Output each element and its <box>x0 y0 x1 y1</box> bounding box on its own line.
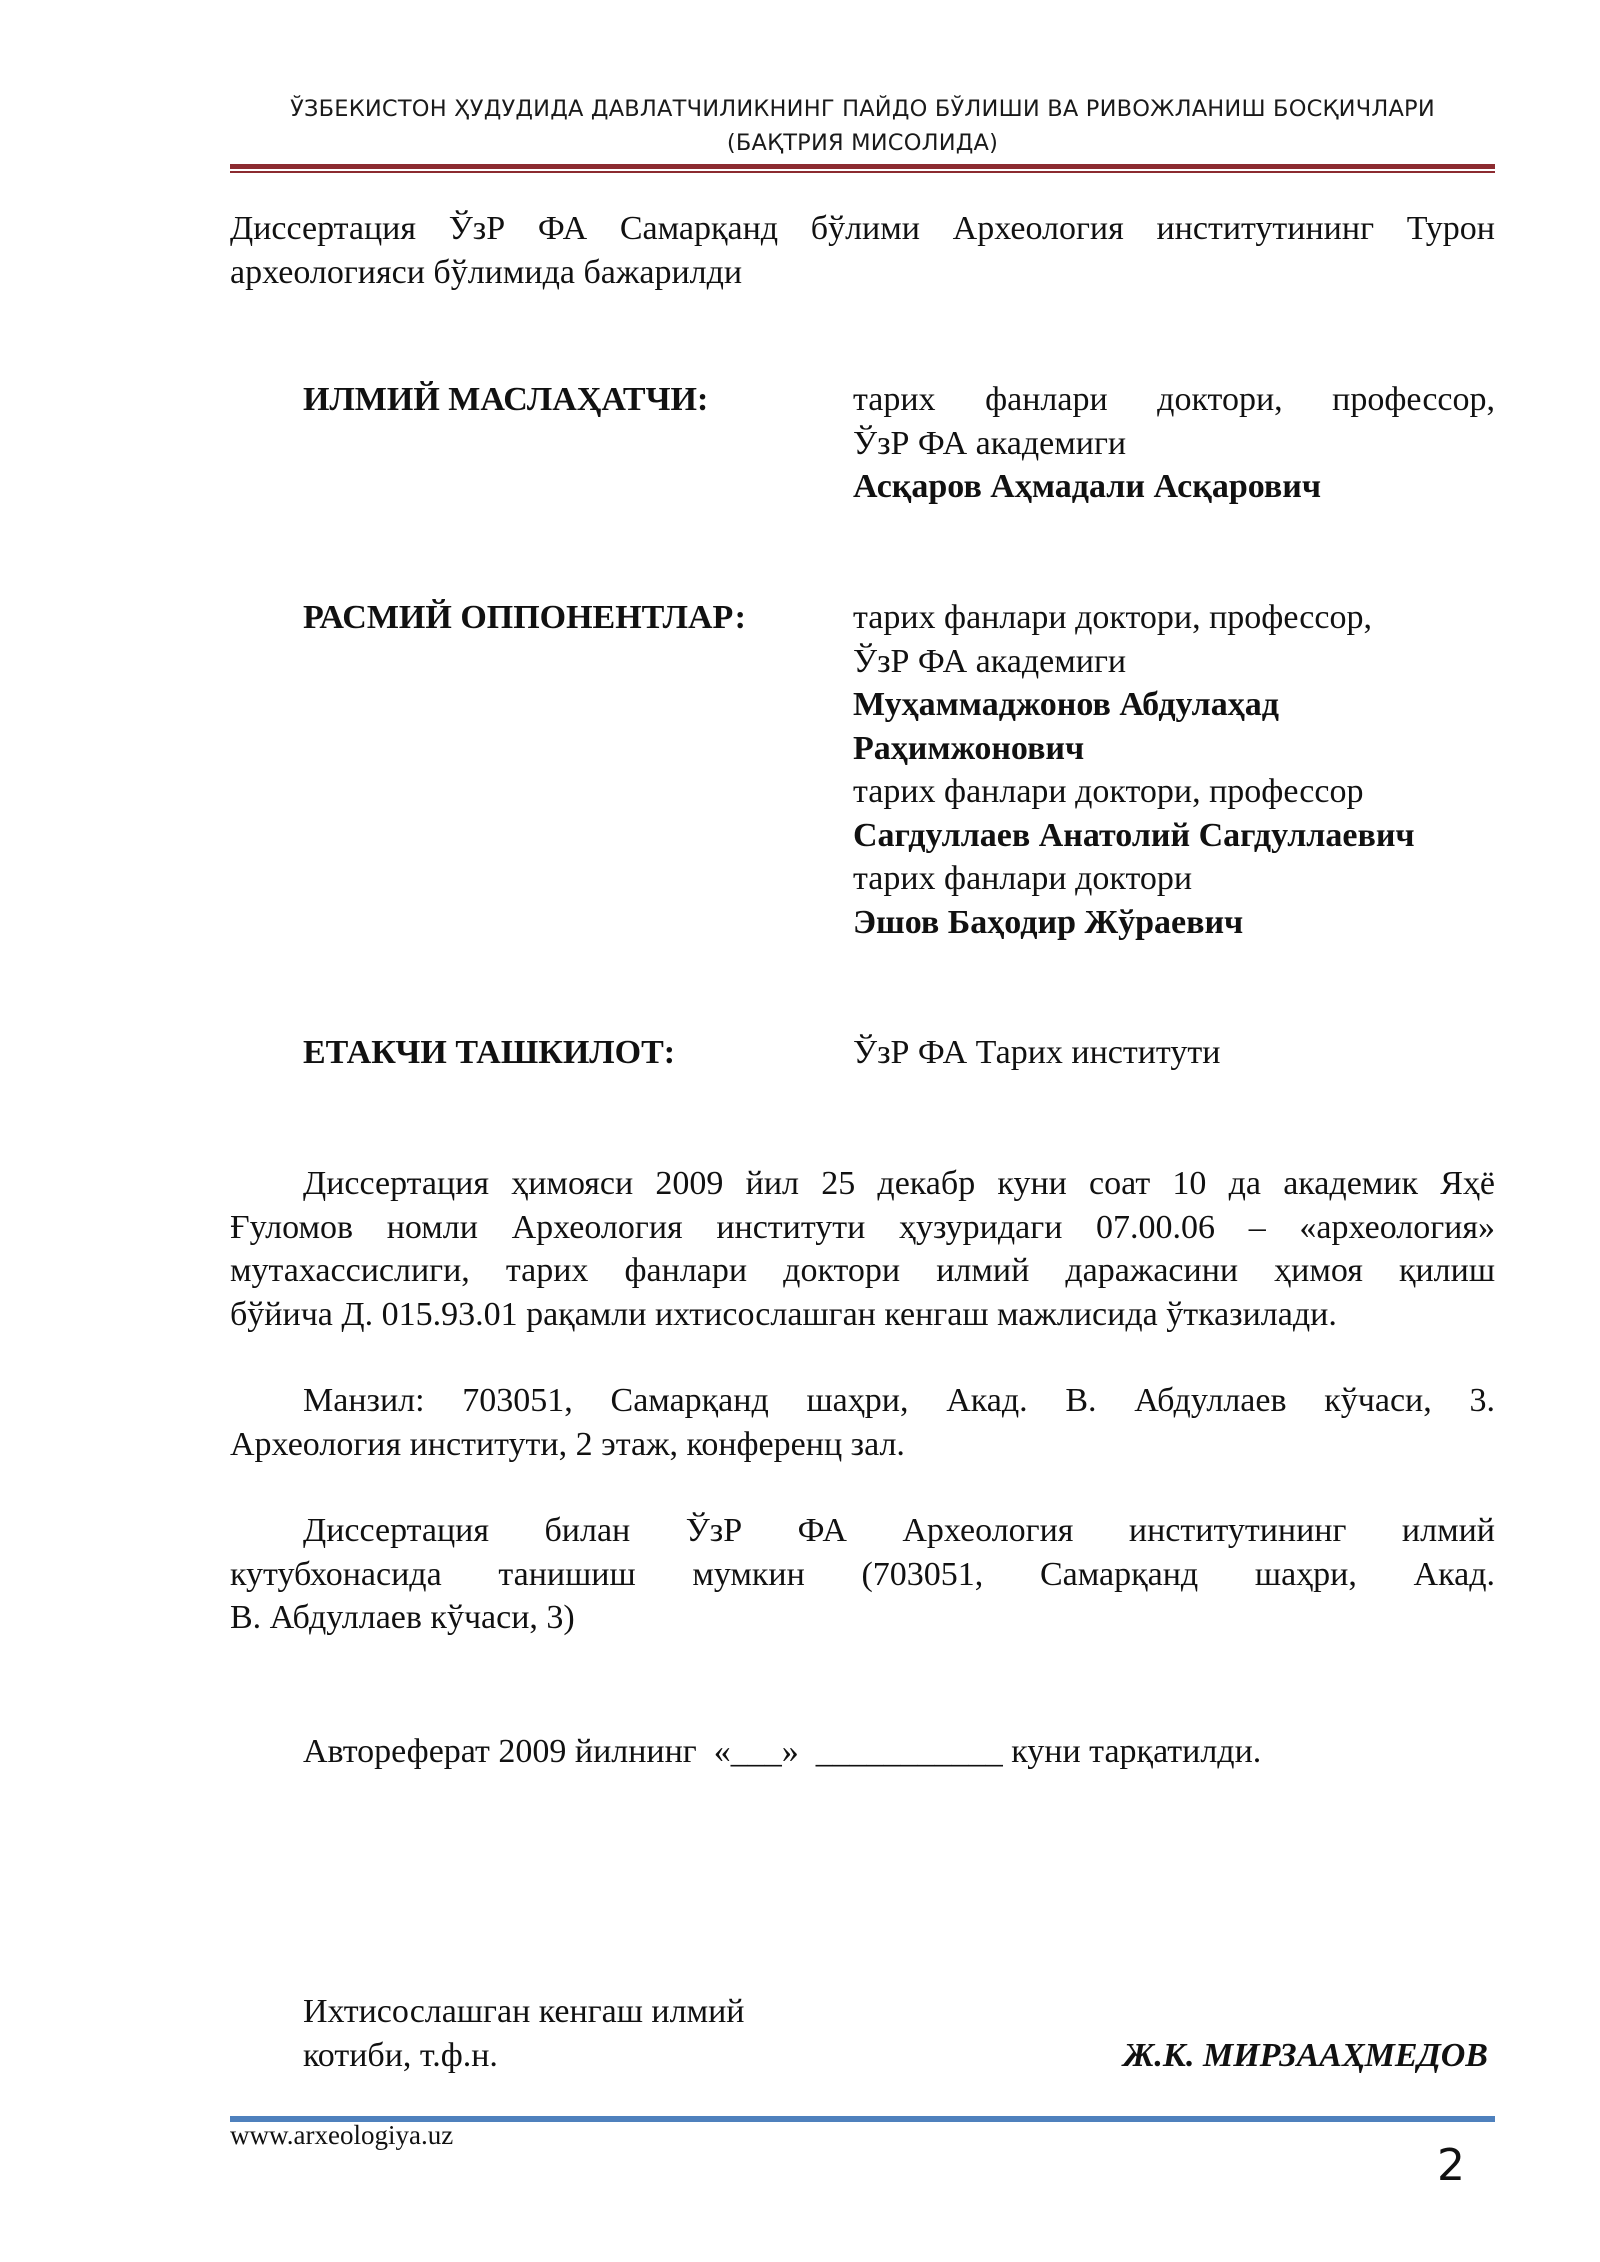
library-paragraph <box>230 1509 1495 1640</box>
library-line-2: кутубхонасида танишиш мумкин (703051, Самарқанд шаҳри, Акад. <box>230 1555 1495 1593</box>
secretary-title-line-1: Ихтисослашган кенгаш илмий <box>303 1993 745 2030</box>
intro-paragraph <box>230 207 1495 294</box>
advisor-name: Асқаров Аҳмадали Асқарович <box>853 468 1322 505</box>
secretary-title-line-2: котиби, т.ф.н. <box>303 2036 498 2074</box>
lead-org-label: ЕТАКЧИ ТАШКИЛОТ: <box>303 1034 676 1071</box>
defense-line-4: бўйича Д. 015.93.01 рақамли ихтисослашган кенгаш мажлисида ўтказилади. <box>230 1295 1337 1333</box>
autoreferat-distribution-line: Автореферат 2009 йилнинг «___» ___________ куни тарқатилди. <box>303 1733 1262 1770</box>
opponents-details <box>853 596 1495 944</box>
address-line-2: Археология институти, 2 этаж, конференц зал. <box>230 1425 905 1463</box>
running-header <box>230 92 1495 160</box>
page-number: 2 <box>1437 2140 1465 2191</box>
secretary-name: Ж.К. МИРЗААҲМЕДОВ <box>1123 2037 1488 2074</box>
defense-line-3: мутахассислиги, тарих фанлари доктори илмий даражасини ҳимоя қилиш <box>230 1252 1495 1289</box>
library-line-3: В. Абдуллаев кўчаси, 3) <box>230 1599 575 1636</box>
running-header-line-1: ЎЗБЕКИСТОН ҲУДУДИДА ДАВЛАТЧИЛИКНИНГ ПАЙДО БЎЛИШИ ВА РИВОЖЛАНИШ БОСҚИЧЛАРИ <box>290 96 1435 122</box>
opponent-1-academy: ЎзР ФА академиги <box>853 642 1127 680</box>
running-header-line-2: (БАҚТРИЯ МИСОЛИДА) <box>726 130 999 156</box>
advisor-details <box>853 378 1495 509</box>
opponent-3-degree: тарих фанлари доктори <box>853 860 1193 897</box>
advisor-academy: ЎзР ФА академиги <box>853 424 1127 462</box>
header-rule-thick <box>230 164 1495 169</box>
opponent-1-patronymic: Раҳимжонович <box>853 729 1085 767</box>
footer-website: www.arxeologiya.uz <box>230 2120 454 2150</box>
defense-line-2: Ғуломов номли Археология институти ҳузуридаги 07.00.06 – «археология» <box>230 1208 1495 1246</box>
opponent-1-name: Муҳаммаджонов Абдулаҳад <box>853 686 1279 723</box>
library-line-1: Диссертация билан ЎзР ФА Археология институтининг илмий <box>303 1512 1495 1549</box>
secretary-title <box>303 1990 745 2077</box>
opponent-1-degree: тарих фанлари доктори, профессор, <box>853 599 1372 636</box>
opponent-3-name: Эшов Баҳодир Жўраевич <box>853 903 1244 941</box>
advisor-label: ИЛМИЙ МАСЛАҲАТЧИ: <box>303 381 709 418</box>
defense-line-1: Диссертация ҳимояси 2009 йил 25 декабр куни соат 10 да академик Яҳё <box>303 1165 1495 1202</box>
opponent-2-name: Сагдуллаев Анатолий Сагдуллаевич <box>853 816 1415 854</box>
opponents-label: РАСМИЙ ОППОНЕНТЛАР: <box>303 599 746 636</box>
address-line-1: Манзил: 703051, Самарқанд шаҳри, Акад. В. Абдуллаев кўчаси, 3. <box>303 1382 1495 1419</box>
opponent-2-degree: тарих фанлари доктори, профессор <box>853 773 1364 810</box>
intro-line-2: археологияси бўлимида бажарилди <box>230 253 743 291</box>
lead-org-value: ЎзР ФА Тарих институти <box>853 1034 1221 1071</box>
advisor-degree: тарих фанлари доктори, профессор, <box>853 381 1495 418</box>
defense-paragraph <box>230 1162 1495 1336</box>
header-rule-thin <box>230 171 1495 173</box>
intro-line-1: Диссертация ЎзР ФА Самарқанд бўлими Археология институтининг Турон <box>230 210 1495 247</box>
address-paragraph <box>230 1379 1495 1466</box>
